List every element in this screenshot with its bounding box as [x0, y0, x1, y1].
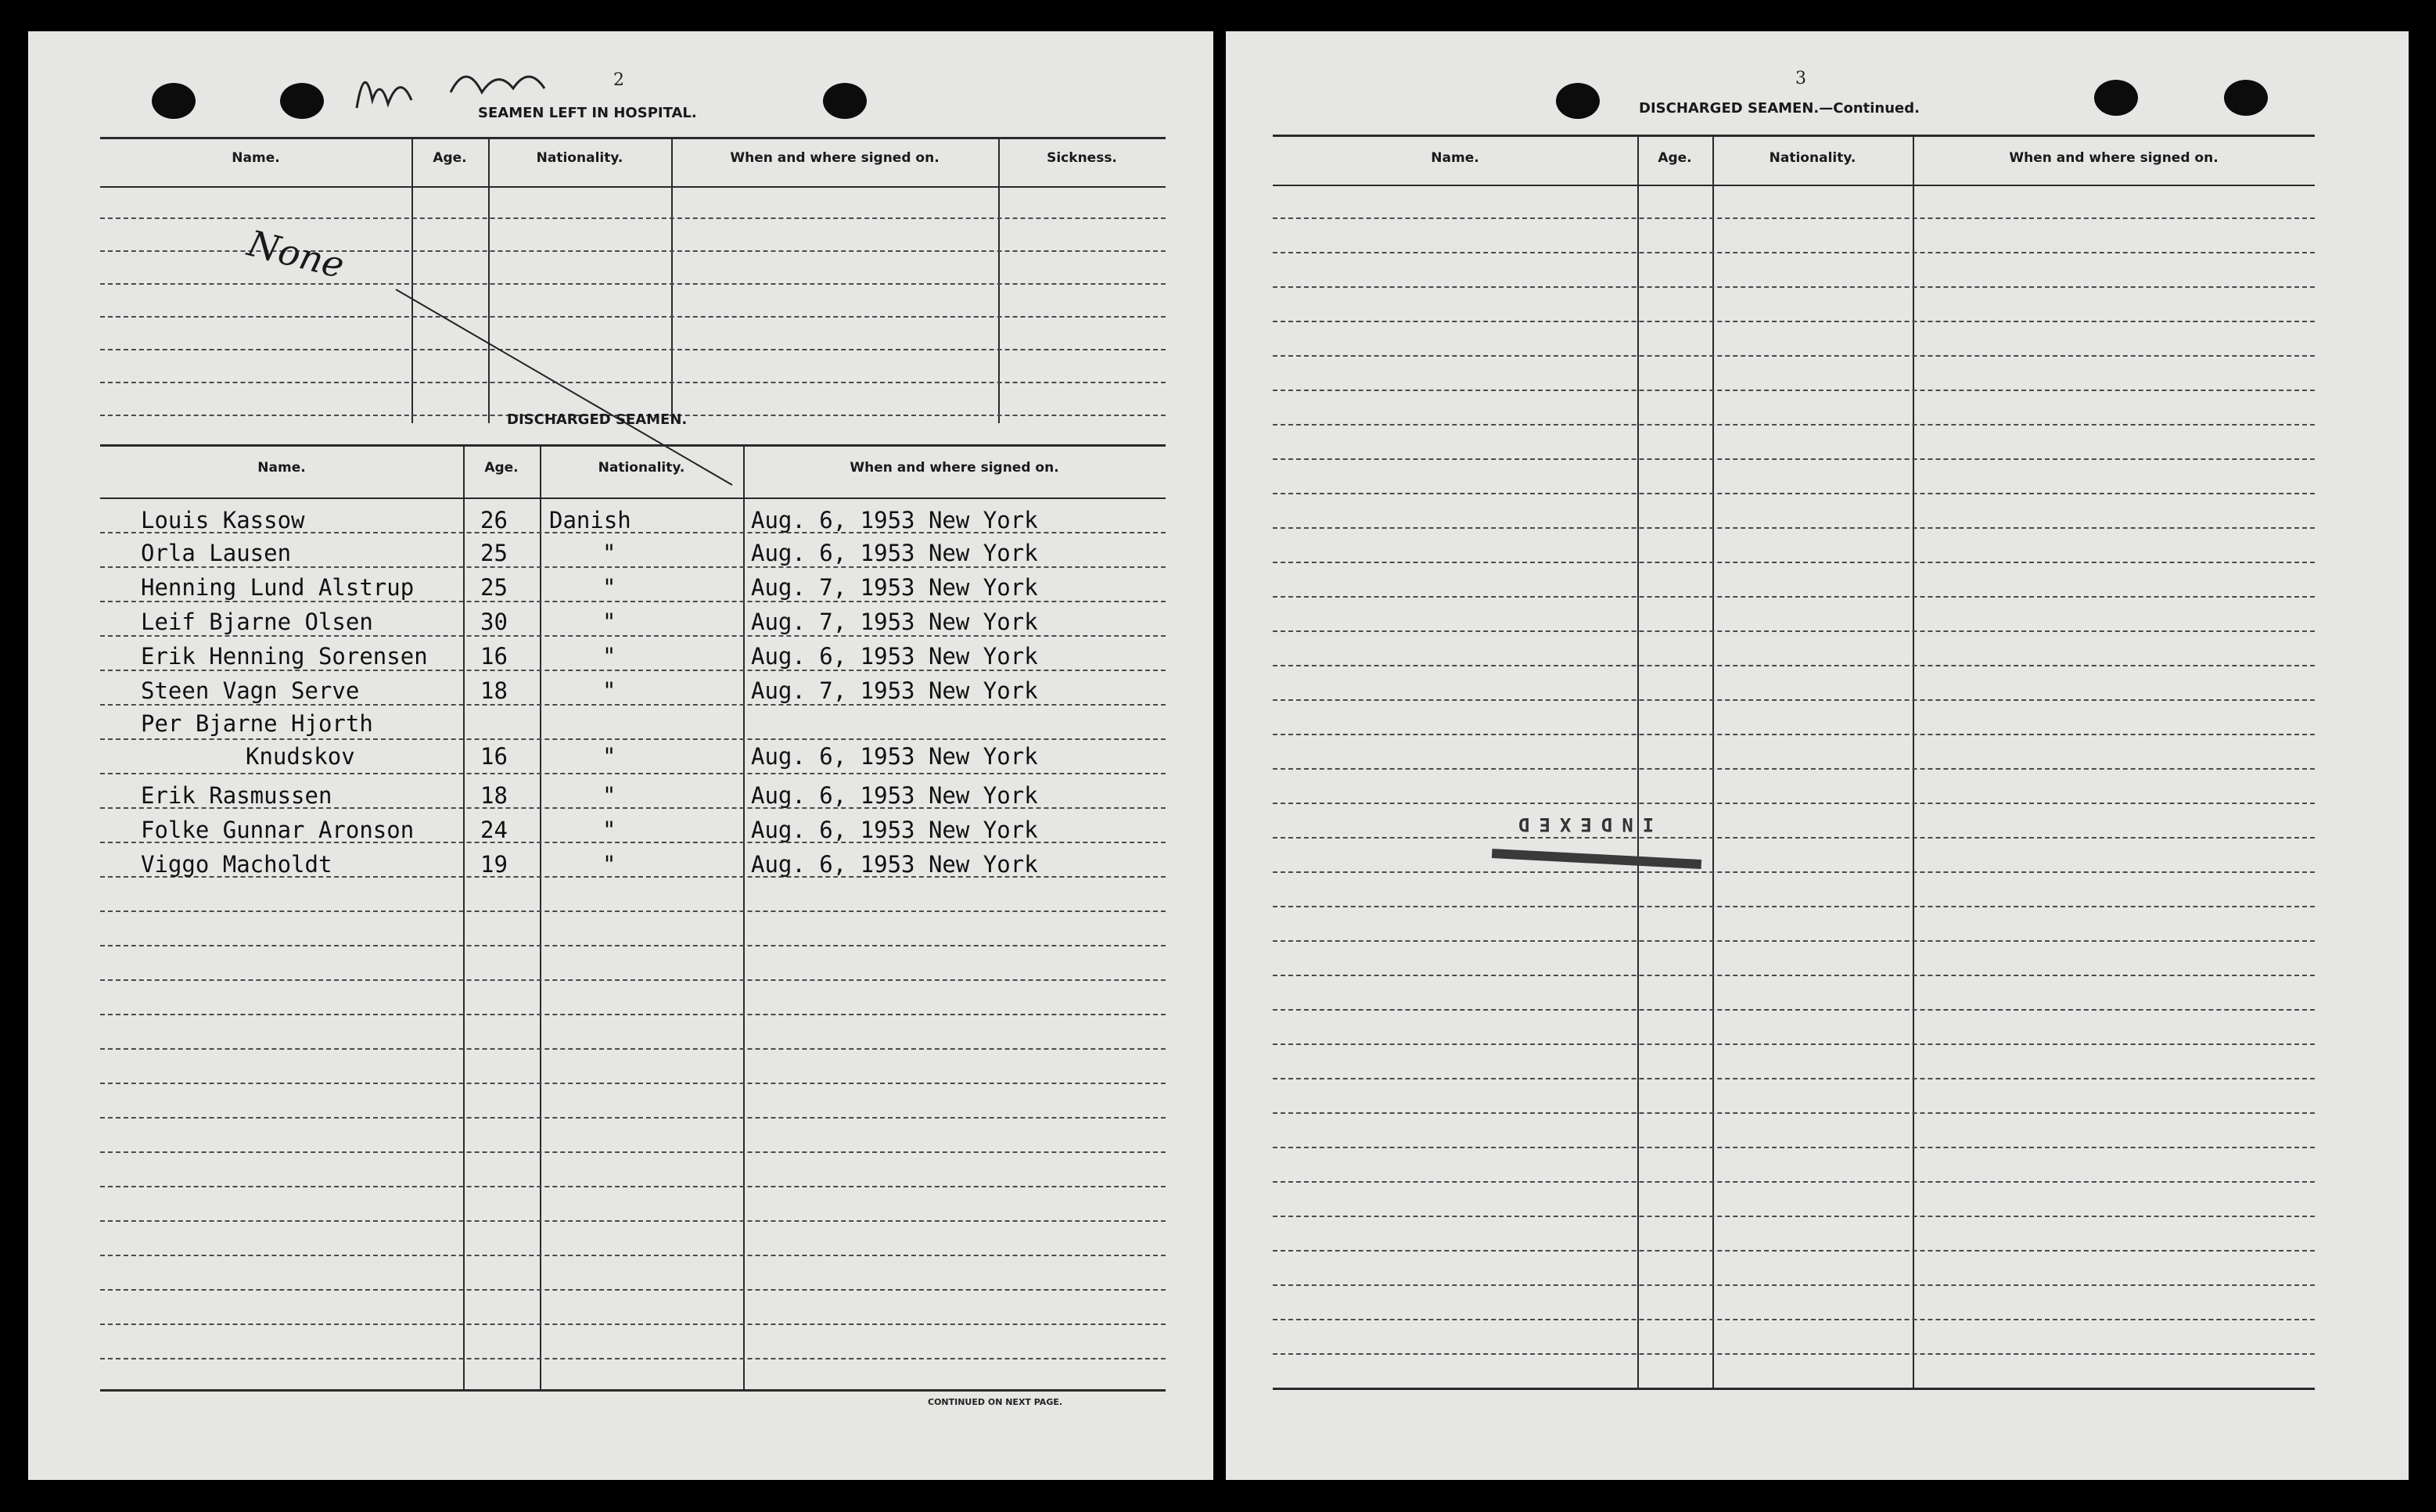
ruled-line	[1273, 768, 2315, 770]
ruled-line	[100, 910, 1166, 912]
cell-name: Orla Lausen	[141, 540, 292, 566]
cell-age: 25	[480, 574, 508, 601]
cell-age: 16	[480, 743, 508, 770]
col-name: Name.	[257, 460, 306, 476]
col-signed-on: When and where signed on.	[850, 460, 1059, 476]
column-divider	[540, 444, 541, 1391]
ruled-line	[100, 1220, 1166, 1222]
col-sickness: Sickness.	[1047, 150, 1117, 166]
ruled-line	[1273, 837, 2315, 839]
binder-hole	[823, 83, 867, 119]
cell-age: 30	[480, 609, 508, 635]
page-number: 3	[1795, 69, 1806, 88]
column-divider	[998, 137, 1000, 423]
cell-signed-on: Aug. 7, 1953 New York	[751, 574, 1038, 601]
rule	[100, 186, 1166, 188]
cell-nationality: "	[602, 677, 616, 704]
rule	[100, 444, 1166, 447]
binder-hole	[280, 83, 324, 119]
col-age: Age.	[1658, 150, 1692, 166]
ruled-line	[100, 1255, 1166, 1256]
page-number: 2	[613, 70, 624, 90]
col-signed-on: When and where signed on.	[730, 150, 940, 166]
cell-signed-on: Aug. 6, 1953 New York	[751, 817, 1038, 843]
ruled-line	[1273, 355, 2315, 357]
ruled-line	[100, 979, 1166, 981]
ruled-line	[1273, 1147, 2315, 1148]
ruled-line	[1273, 1009, 2315, 1011]
ruled-line	[1273, 630, 2315, 632]
cell-nationality: Danish	[549, 507, 631, 533]
ruled-line	[100, 1083, 1166, 1084]
ruled-line	[100, 1186, 1166, 1187]
cell-age: 25	[480, 540, 508, 566]
ruled-line	[100, 1151, 1166, 1153]
ruled-line	[1273, 699, 2315, 701]
ruled-line	[100, 1358, 1166, 1359]
ruled-line	[100, 1014, 1166, 1015]
cell-age: 16	[480, 643, 508, 670]
cell-nationality: "	[602, 817, 616, 843]
cell-signed-on: Aug. 6, 1953 New York	[751, 851, 1038, 878]
cell-age: 18	[480, 782, 508, 809]
ruled-line	[1273, 1319, 2315, 1320]
col-age: Age.	[433, 150, 467, 166]
ruled-line	[1273, 596, 2315, 598]
ruled-line	[100, 704, 1166, 706]
cell-name: Henning Lund Alstrup	[141, 574, 415, 601]
ruled-line	[100, 773, 1166, 774]
column-divider	[1913, 135, 1914, 1389]
cell-signed-on: Aug. 7, 1953 New York	[751, 609, 1038, 635]
discharged-continued-heading: DISCHARGED SEAMEN.—Continued.	[1639, 100, 1920, 117]
stamp-bar	[1492, 849, 1701, 869]
cell-signed-on: Aug. 6, 1953 New York	[751, 743, 1038, 770]
ruled-line	[1273, 871, 2315, 873]
cell-nationality: "	[602, 743, 616, 770]
ruled-line	[1273, 1078, 2315, 1079]
ruled-line	[100, 217, 1166, 219]
ruled-line	[1273, 217, 2315, 219]
handwritten-none: None	[243, 221, 349, 287]
cell-age: 19	[480, 851, 508, 878]
cell-name: Louis Kassow	[141, 507, 305, 533]
cell-nationality: "	[602, 782, 616, 809]
cell-signed-on: Aug. 6, 1953 New York	[751, 643, 1038, 670]
rule	[100, 497, 1166, 499]
binder-hole	[1556, 83, 1600, 119]
cell-name: Folke Gunnar Aronson	[141, 817, 415, 843]
ruled-line	[1273, 1112, 2315, 1114]
col-nationality: Nationality.	[1769, 150, 1856, 166]
ruled-line	[1273, 1353, 2315, 1355]
ruled-line	[100, 1323, 1166, 1325]
ruled-line	[100, 1289, 1166, 1291]
continued-note: CONTINUED ON NEXT PAGE.	[928, 1397, 1063, 1407]
col-name: Name.	[232, 150, 280, 166]
hospital-heading: SEAMEN LEFT IN HOSPITAL.	[478, 105, 697, 121]
col-nationality: Nationality.	[598, 460, 685, 476]
right-page	[1226, 31, 2409, 1480]
column-divider	[1637, 135, 1639, 1389]
ruled-line	[1273, 458, 2315, 460]
ruled-line	[1273, 940, 2315, 942]
ruled-line	[100, 1117, 1166, 1119]
ruled-line	[1273, 803, 2315, 804]
cell-nationality: "	[602, 574, 616, 601]
cell-nationality: "	[602, 609, 616, 635]
cell-name: Leif Bjarne Olsen	[141, 609, 373, 635]
ruled-line	[1273, 975, 2315, 976]
ruled-line	[1273, 906, 2315, 907]
ruled-line	[100, 566, 1166, 568]
ruled-line	[1273, 1284, 2315, 1286]
ruled-line	[100, 635, 1166, 637]
cell-nationality: "	[602, 851, 616, 878]
ruled-line	[1273, 1181, 2315, 1183]
indexed-stamp: INDEXED	[1509, 813, 1655, 835]
ruled-line	[1273, 527, 2315, 529]
ruled-line	[1273, 493, 2315, 494]
col-name: Name.	[1431, 150, 1479, 166]
cell-age: 26	[480, 507, 508, 533]
ruled-line	[1273, 321, 2315, 322]
rule	[100, 1389, 1166, 1392]
cell-name: Erik Henning Sorensen	[141, 643, 428, 670]
ruled-line	[100, 1048, 1166, 1050]
cell-name: Viggo Macholdt	[141, 851, 332, 878]
ruled-line	[1273, 562, 2315, 563]
ruled-line	[100, 738, 1166, 740]
col-age: Age.	[484, 460, 519, 476]
left-page	[28, 31, 1213, 1480]
ruled-line	[1273, 1216, 2315, 1217]
cell-nationality: "	[602, 643, 616, 670]
discharged-heading: DISCHARGED SEAMEN.	[507, 411, 688, 428]
rule	[1273, 185, 2315, 186]
ruled-line	[1273, 1250, 2315, 1252]
binder-hole	[152, 83, 196, 119]
ruled-line	[1273, 734, 2315, 735]
col-signed-on: When and where signed on.	[2009, 150, 2219, 166]
ruled-line	[1273, 1043, 2315, 1045]
cell-age: 18	[480, 677, 508, 704]
cell-name: Per Bjarne Hjorth	[141, 710, 373, 737]
ruled-line	[1273, 390, 2315, 391]
cell-nationality: "	[602, 540, 616, 566]
cell-signed-on: Aug. 6, 1953 New York	[751, 782, 1038, 809]
cell-signed-on: Aug. 7, 1953 New York	[751, 677, 1038, 704]
ruled-line	[100, 601, 1166, 602]
column-divider	[1712, 135, 1714, 1389]
rule	[1273, 1388, 2315, 1390]
cell-name: Knudskov	[246, 743, 355, 770]
binder-hole	[2094, 80, 2138, 116]
column-divider	[743, 444, 745, 1391]
col-nationality: Nationality.	[536, 150, 623, 166]
column-divider	[463, 444, 465, 1391]
ruled-line	[1273, 252, 2315, 253]
rule	[100, 137, 1166, 139]
ruled-line	[1273, 665, 2315, 666]
binder-hole	[2224, 80, 2268, 116]
rule	[1273, 135, 2315, 137]
cell-signed-on: Aug. 6, 1953 New York	[751, 507, 1038, 533]
cell-signed-on: Aug. 6, 1953 New York	[751, 540, 1038, 566]
cell-age: 24	[480, 817, 508, 843]
cell-name: Erik Rasmussen	[141, 782, 332, 809]
ruled-line	[100, 945, 1166, 946]
ruled-line	[1273, 286, 2315, 288]
ruled-line	[100, 670, 1166, 671]
ruled-line	[1273, 424, 2315, 426]
handwritten-scrawl	[341, 45, 748, 163]
cell-name: Steen Vagn Serve	[141, 677, 360, 704]
